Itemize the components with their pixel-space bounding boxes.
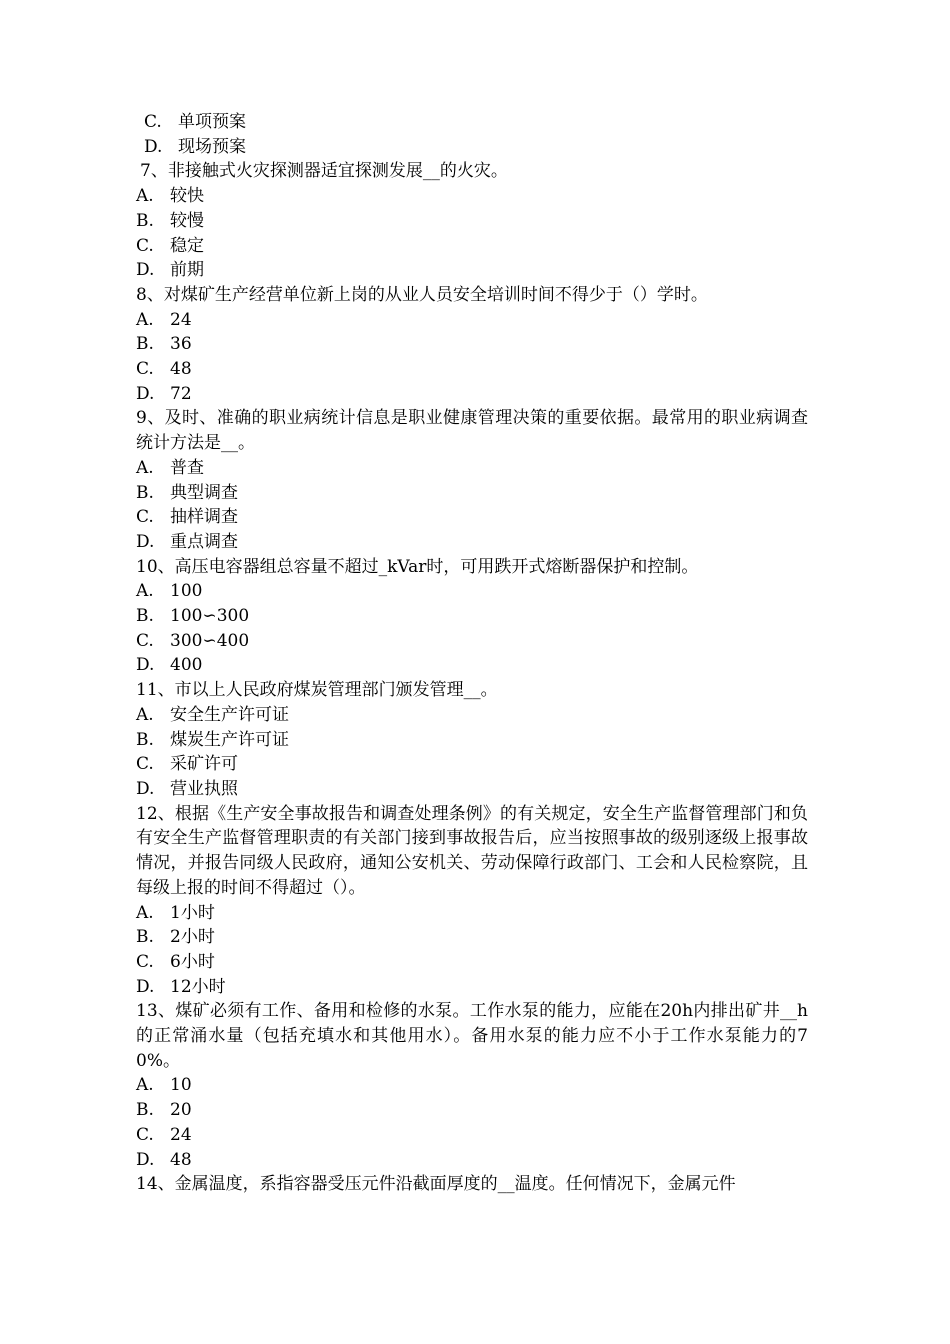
- option-label: D.: [136, 383, 155, 404]
- option-label: D.: [136, 1149, 155, 1170]
- option-label: B.: [136, 729, 154, 750]
- question-text: 12、根据《生产安全事故报告和调查处理条例》的有关规定，安全生产监督管理部门和负有安全生产监督管理职责的有关部门接到事故报告后，应当按照事故的级别逐级上报事故情况，并报告同级人民政府，通知公安机关、劳动保障行政部门、工会和人民检察院，且每级上报的时间不得超过（）。: [136, 803, 808, 898]
- option-label: D.: [136, 778, 155, 799]
- option-text: 重点调查: [170, 531, 238, 552]
- option-text: 400: [170, 655, 203, 676]
- option-label: D.: [136, 260, 155, 281]
- option-label: D.: [136, 655, 155, 676]
- question-text: 7、非接触式火灾探测器适宜探测发展__的火灾。: [140, 161, 508, 182]
- option-text: 单项预案: [178, 112, 246, 132]
- option-text: 48: [170, 359, 192, 380]
- option-line: [136, 752, 816, 777]
- option-line: [136, 1073, 816, 1098]
- option-label: C.: [136, 951, 154, 972]
- option-line: [136, 456, 816, 481]
- option-text: 6小时: [170, 951, 215, 972]
- option-text: 24: [170, 1124, 192, 1145]
- option-label: D.: [144, 136, 163, 157]
- option-text: 稳定: [170, 235, 204, 256]
- option-label: A.: [136, 457, 154, 478]
- option-text: 安全生产许可证: [170, 704, 289, 725]
- question-text: 8、对煤矿生产经营单位新上岗的从业人员安全培训时间不得少于（）学时。: [136, 284, 708, 305]
- option-line: [136, 209, 816, 234]
- option-text: 10: [170, 1075, 192, 1096]
- option-text: 1小时: [170, 902, 215, 923]
- option-label: B.: [136, 927, 154, 948]
- option-line: [136, 184, 816, 209]
- option-line: [136, 481, 816, 506]
- option-text: 煤炭生产许可证: [170, 729, 289, 750]
- document-page: [136, 110, 816, 1197]
- option-text: 较快: [170, 186, 204, 207]
- option-line: [136, 1098, 816, 1123]
- option-line: [136, 777, 816, 802]
- option-line: [136, 135, 816, 160]
- option-text: 300∽400: [170, 630, 250, 651]
- question-text: 11、市以上人民政府煤炭管理部门颁发管理__。: [136, 680, 498, 701]
- option-label: B.: [136, 1100, 154, 1121]
- option-line: [136, 357, 816, 382]
- option-label: C.: [144, 112, 162, 132]
- option-line: [136, 579, 816, 604]
- option-label: A.: [136, 186, 154, 207]
- option-label: C.: [136, 1124, 154, 1145]
- option-line: [136, 530, 816, 555]
- question-text: 10、高压电容器组总容量不超过_kVar时，可用跌开式熔断器保护和控制。: [136, 556, 699, 577]
- option-line: [136, 653, 816, 678]
- option-label: B.: [136, 334, 154, 355]
- option-text: 采矿许可: [170, 754, 238, 775]
- option-label: A.: [136, 581, 154, 602]
- option-text: 20: [170, 1100, 192, 1121]
- option-text: 2小时: [170, 927, 215, 948]
- question-text: 9、及时、准确的职业病统计信息是职业健康管理决策的重要依据。最常用的职业病调查统计方法是__。: [136, 408, 808, 454]
- question-text: 13、煤矿必须有工作、备用和检修的水泵。工作水泵的能力，应能在20h内排出矿井__h的正常涌水量（包括充填水和其他用水）。备用水泵的能力应不小于工作水泵能力的70%。: [136, 1001, 808, 1071]
- option-line: [136, 1123, 816, 1148]
- option-text: 典型调查: [170, 482, 238, 503]
- option-line: [136, 1148, 816, 1173]
- option-label: A.: [136, 1075, 154, 1096]
- option-line: [136, 728, 816, 753]
- option-line: [136, 975, 816, 1000]
- option-line: [136, 234, 816, 259]
- option-label: C.: [136, 754, 154, 775]
- option-text: 48: [170, 1149, 192, 1170]
- option-text: 普查: [170, 457, 204, 478]
- option-line: [136, 604, 816, 629]
- option-text: 现场预案: [178, 136, 246, 157]
- option-text: 抽样调查: [170, 507, 238, 528]
- option-line: [136, 925, 816, 950]
- option-label: C.: [136, 359, 154, 380]
- option-line: [136, 629, 816, 654]
- option-label: C.: [136, 630, 154, 651]
- question-text: 14、金属温度，系指容器受压元件沿截面厚度的__温度。任何情况下，金属元件: [136, 1174, 736, 1195]
- option-text: 营业执照: [170, 778, 238, 799]
- option-line: [136, 332, 816, 357]
- option-line: [136, 258, 816, 283]
- option-text: 100∽300: [170, 606, 250, 627]
- option-text: 72: [170, 383, 192, 404]
- option-label: C.: [136, 507, 154, 528]
- option-label: D.: [136, 976, 155, 997]
- option-line: [136, 110, 816, 135]
- option-label: B.: [136, 210, 154, 231]
- option-line: [136, 703, 816, 728]
- option-line: [136, 308, 816, 333]
- option-line: [136, 382, 816, 407]
- option-label: B.: [136, 482, 154, 503]
- option-text: 前期: [170, 260, 204, 281]
- option-line: [136, 505, 816, 530]
- option-label: A.: [136, 902, 154, 923]
- option-label: A.: [136, 309, 154, 330]
- option-label: C.: [136, 235, 154, 256]
- option-text: 100: [170, 581, 203, 602]
- option-text: 12小时: [170, 976, 226, 997]
- option-label: D.: [136, 531, 155, 552]
- option-label: B.: [136, 606, 154, 627]
- option-text: 较慢: [170, 210, 204, 231]
- option-text: 36: [170, 334, 192, 355]
- option-text: 24: [170, 309, 192, 330]
- option-line: [136, 950, 816, 975]
- option-label: A.: [136, 704, 154, 725]
- option-line: [136, 901, 816, 926]
